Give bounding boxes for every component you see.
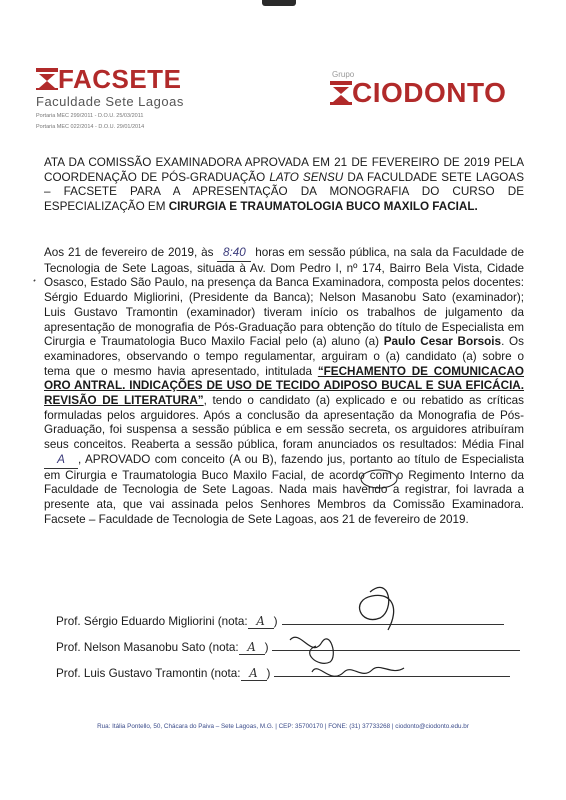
signature-label: Prof. Luis Gustavo Tramontin (nota: bbox=[56, 667, 241, 680]
facsete-portaria-2: Portaria MEC 022/2014 - D.O.U. 29/01/2014 bbox=[36, 124, 145, 130]
facsete-logo bbox=[36, 66, 206, 131]
body-part-4: , tendo o candidato (a) explicado e ou rebatido as críticas formuladas pelos arguidores. Após a conclusão da apresentação da Monografia de Pós-Graduação, foi suspensa a sessão pública e em sessão secreta, os arguidores atribuíram seus conceitos. Reaberta a sessão pública, foram anunciados os resultados: Média Final bbox=[44, 394, 524, 452]
facsete-name: FACSETE bbox=[58, 64, 182, 94]
facsete-emblem-icon bbox=[36, 68, 58, 90]
body-part-2: horas em sessão pública, na sala da Faculdade de Tecnologia de Sete Lagoas, situada à Av. Dom Pedro I, nº 174, Bairro Bela Vista, Cidade Osasco, Estado São Paulo, na presença da Banca Examinadora, composta pelos docentes: Sérgio Eduardo Migliorini, (Presidente da Banca); Nelson Masanobu Sato (examinador); Luis Gustavo Tramontin (examinador) tiveram início os trabalhos de julgamento da apresentação de monografia de Pós-Graduação para obtenção do título de Especialista em Cirurgia e Traumatologia Buco Maxilo Facial pelo (a) aluno (a) bbox=[44, 246, 524, 349]
title-part-1: ATA DA COMISSÃO EXAMINADORA APROVADA EM 21 DE FEVEREIRO DE 2019 PELA COORDENAÇÃO DE PÓS-GRADUAÇÃO bbox=[44, 156, 524, 184]
ciodonto-name: CIODONTO bbox=[352, 77, 507, 108]
body-part-3: . Os examinadores, observando o tempo regulamentar, arguiram o (a) candidato (a) sobre o tema que o mesmo havia apresentado, intitulada bbox=[44, 335, 524, 378]
ciodonto-emblem-icon bbox=[330, 81, 352, 105]
final-grade-field: A bbox=[44, 453, 78, 469]
body-part-1: Aos 21 de fevereiro de 2019, às bbox=[44, 246, 214, 259]
session-hour-field: 8:40 bbox=[217, 246, 251, 262]
student-name: Paulo Cesar Borsois bbox=[383, 335, 502, 349]
title-lato-sensu: LATO SENSU bbox=[269, 170, 344, 184]
margin-dot bbox=[34, 280, 35, 281]
page-footer: Rua: Itália Pontello, 50, Chácara do Paiva – Sete Lagoas, M.G. | CEP: 35700170 | FONE: (31) 37733268 | ciodonto@ciodonto.edu.br bbox=[97, 723, 469, 730]
signature-line-1 bbox=[56, 614, 504, 629]
document-title bbox=[44, 156, 524, 215]
minutes-body bbox=[44, 246, 524, 527]
signature-grade: A bbox=[241, 666, 267, 681]
title-course: CIRURGIA E TRAUMATOLOGIA BUCO MAXILO FACIAL. bbox=[168, 200, 478, 214]
title-part-2: DA FACULDADE SETE LAGOAS – FACSETE PARA A APRESENTAÇÃO DA MONOGRAFIA DO CURSO DE ESPECIALIZAÇÃO EM bbox=[44, 170, 524, 214]
signature-label: Prof. Nelson Masanobu Sato (nota: bbox=[56, 641, 239, 654]
ciodonto-logo bbox=[330, 70, 530, 107]
signature-rule bbox=[282, 624, 504, 625]
signature-close: ) bbox=[266, 667, 271, 680]
thesis-title: “FECHAMENTO DE COMUNICACAO ORO ANTRAL. INDICAÇÕES DE USO DE TECIDO ADIPOSO BUCAL E SUA EFICÁCIA. REVISÃO DE LITERATURA” bbox=[44, 364, 524, 408]
scan-mark bbox=[262, 0, 296, 6]
signature-grade: A bbox=[239, 640, 265, 655]
signature-close: ) bbox=[264, 641, 269, 654]
body-part-5: , APROVADO com conceito (A ou B), fazendo jus, portanto ao título de Especialista em Cirurgia e Traumatologia Buco Maxilo Facial, de acordo com o Regimento Interno da Faculdade de Tecnologia de Sete Lagoas. Nada mais havendo a registrar, foi lavrada a presente ata, que vai assinada pelos Senhores Membros da Comissão Examinadora. Facsete – Faculdade de Tecnologia de Sete Lagoas, aos 21 de fevereiro de 2019. bbox=[44, 452, 524, 526]
facsete-subtitle: Faculdade Sete Lagoas bbox=[36, 94, 184, 109]
signature-rule bbox=[274, 676, 510, 677]
signature-close: ) bbox=[273, 615, 278, 628]
signature-label: Prof. Sérgio Eduardo Migliorini (nota: bbox=[56, 615, 248, 628]
signature-line-3 bbox=[56, 666, 510, 681]
facsete-portaria-1: Portaria MEC 299/2011 - D.O.U. 25/03/2011 bbox=[36, 113, 144, 119]
ciodonto-grupo-label: Grupo bbox=[332, 70, 355, 79]
signature-grade: A bbox=[248, 614, 274, 629]
signature-rule bbox=[272, 650, 520, 651]
signature-line-2 bbox=[56, 640, 520, 655]
